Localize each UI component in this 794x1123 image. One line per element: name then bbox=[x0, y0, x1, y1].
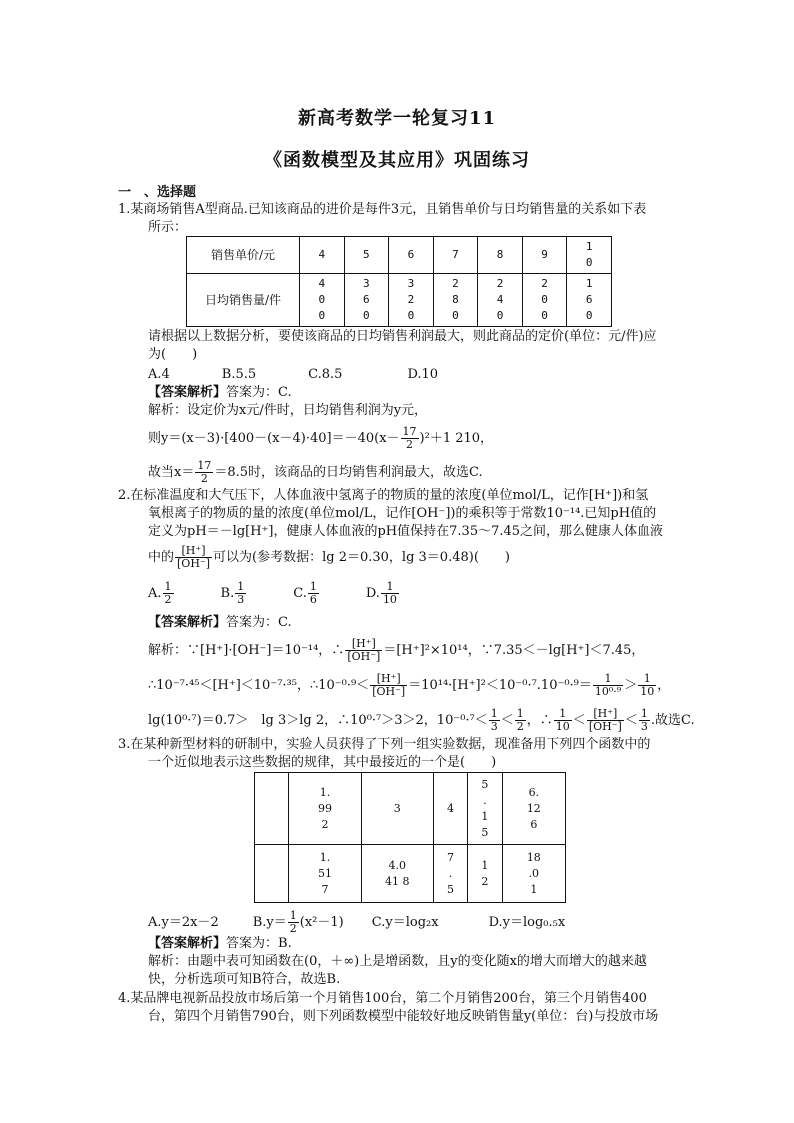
q1-table bbox=[186, 236, 612, 327]
numerator: 1 bbox=[381, 581, 399, 594]
q1-sales-cell: 3 2 0 bbox=[389, 274, 434, 327]
fraction bbox=[593, 673, 623, 698]
q3-solution1: 解析：由题中表可知函数在(0，＋∞)上是增函数，且y的变化随x的增大而增大的越来越 bbox=[148, 954, 647, 969]
q2-l4-text: 中的 bbox=[148, 550, 175, 565]
denominator: [OH⁻] bbox=[347, 650, 381, 663]
q3-options bbox=[148, 910, 565, 935]
option-d: D.y＝log₀.₅x bbox=[488, 915, 566, 930]
fraction bbox=[195, 460, 213, 485]
fraction bbox=[345, 638, 382, 663]
q1-sales-cell: 1 6 0 bbox=[567, 274, 612, 327]
q2-answer bbox=[148, 614, 292, 632]
numerator: 1 bbox=[554, 708, 572, 721]
q1-solution2 bbox=[148, 426, 493, 451]
q1-price-cell: 9 bbox=[522, 237, 567, 274]
option-b: B. bbox=[220, 586, 235, 601]
denominator: 10 bbox=[555, 720, 570, 733]
denominator: 2 bbox=[164, 593, 172, 606]
numerator: 1 bbox=[640, 707, 648, 720]
option-c: C.y＝log₂x bbox=[371, 915, 439, 930]
fraction bbox=[515, 708, 526, 733]
numerator: 1 bbox=[164, 580, 172, 593]
document-title: 新高考数学一轮复习11 bbox=[297, 108, 497, 129]
denominator: 2 bbox=[200, 472, 208, 485]
q1-solution3 bbox=[148, 460, 483, 485]
numerator: 17 bbox=[402, 425, 417, 438]
q1-options: A.4 B.5.5 C.8.5 D.10 bbox=[148, 367, 439, 382]
q3-y-cell: 1. 51 7 bbox=[289, 845, 361, 903]
fraction bbox=[370, 673, 407, 698]
numerator: 1 bbox=[490, 707, 498, 720]
q2-line2: 氧根离子的物质的量的浓度(单位mol/L，记作[OH⁻])的乘积等于常数10⁻¹⁴.已知pH值的 bbox=[148, 506, 657, 521]
q2-solution1 bbox=[148, 638, 644, 663]
numerator: 1 bbox=[309, 580, 317, 593]
q3-y-cell: 4.0 41 8 bbox=[361, 845, 433, 903]
q2-solution3 bbox=[148, 708, 695, 733]
q1-line1: 1.某商场销售A型商品.已知该商品的进价是每件3元，且销售单价与日均销售量的关系如下表 bbox=[118, 202, 647, 217]
denominator: 10⁰·⁹ bbox=[594, 685, 622, 698]
fraction bbox=[587, 708, 624, 733]
q4-line2: 台，第四个月销售790台，则下列函数模型中能较好地反映销售量y(单位：台)与投放市场 bbox=[148, 1009, 659, 1024]
numerator: 1 bbox=[516, 707, 524, 720]
q1-sol2-tail: )²＋1 210， bbox=[419, 431, 494, 446]
q1-sales-cell: 2 0 0 bbox=[522, 274, 567, 327]
q3-y-cell: 7 . 5 bbox=[433, 845, 467, 903]
q2-s3-therefore: ，∴ bbox=[526, 713, 553, 728]
q3-x-cell: 3 bbox=[361, 773, 433, 845]
q1-sales-cell: 3 6 0 bbox=[344, 274, 389, 327]
q3-line2: 一个近似地表示这些数据的规律，其中最接近的一个是( ) bbox=[148, 755, 497, 770]
numerator: 1 bbox=[237, 580, 245, 593]
q1-line4: 为( ) bbox=[148, 347, 198, 362]
q1-sol3-text: 故当x＝ bbox=[148, 465, 195, 480]
fraction bbox=[638, 673, 656, 698]
q1-sales-cell: 2 4 0 bbox=[478, 274, 523, 327]
denominator: [OH⁻] bbox=[372, 685, 406, 698]
option-b-tail: (x²－1) bbox=[299, 915, 344, 930]
denominator: 3 bbox=[237, 593, 245, 606]
q3-table bbox=[254, 772, 566, 903]
denominator: 2 bbox=[516, 720, 524, 733]
q2-options bbox=[148, 581, 400, 606]
q2-s1-text: 解析：∵[H⁺]·[OH⁻]＝10⁻¹⁴，∴ bbox=[148, 643, 345, 658]
denominator: 2 bbox=[406, 438, 414, 451]
option-c: C. bbox=[293, 586, 307, 601]
q2-s3-lt: ＜ bbox=[500, 713, 514, 728]
option-d: D. bbox=[365, 586, 380, 601]
denominator: 2 bbox=[289, 922, 297, 935]
q2-line1: 2.在标准温度和大气压下，人体血液中氢离子的物质的量的浓度(单位mol/L，记作[H⁺])和氢 bbox=[118, 488, 649, 503]
q1-price-cell: 1 0 bbox=[567, 237, 612, 274]
fraction bbox=[381, 581, 399, 606]
numerator: [H⁺] bbox=[370, 673, 407, 686]
fraction bbox=[288, 910, 299, 935]
answer-text: 答案为：B. bbox=[226, 936, 292, 951]
option-a: A.y＝2x－2 bbox=[148, 915, 219, 930]
fraction bbox=[401, 426, 419, 451]
q2-s3-end: .故选C. bbox=[650, 713, 695, 728]
q1-sol2-text: 则y＝(x－3)·[400－(x－4)·40]＝－40(x－ bbox=[148, 431, 400, 446]
denominator: 3 bbox=[640, 720, 648, 733]
denominator: [OH⁻] bbox=[177, 557, 211, 570]
denominator: 10 bbox=[382, 593, 397, 606]
q1-line3: 请根据以上数据分析，要使该商品的日均销售利润最大，则此商品的定价(单位：元/件)应 bbox=[148, 329, 657, 344]
answer-tag: 【答案解析】 bbox=[148, 936, 227, 951]
q3-row-label-cell bbox=[255, 845, 289, 903]
fraction bbox=[163, 581, 174, 606]
option-b: B.y＝ bbox=[252, 915, 287, 930]
document-subtitle: 《函数模型及其应用》巩固练习 bbox=[264, 150, 530, 171]
q2-s3-text: lg(10⁰·⁷)＝0.7＞ lg 3＞lg 2，∴10⁰·⁷＞3＞2，10⁻⁰·⁷＜ bbox=[148, 713, 488, 728]
q1-sales-cell: 2 8 0 bbox=[433, 274, 478, 327]
fraction bbox=[175, 545, 212, 570]
q3-answer bbox=[148, 935, 292, 953]
q3-line1: 3.在某种新型材料的研制中，实验人员获得了下列一组实验数据，现准备用下列四个函数中的 bbox=[118, 737, 651, 752]
q3-x-cell: 4 bbox=[433, 773, 467, 845]
q2-s3-lt3: ＜ bbox=[624, 713, 638, 728]
q2-s2-text: ∴10⁻⁷·⁴⁵＜[H⁺]＜10⁻⁷·³⁵，∴10⁻⁰·⁹＜ bbox=[148, 678, 370, 693]
numerator: 1 bbox=[593, 673, 623, 686]
numerator: [H⁺] bbox=[175, 545, 212, 558]
q2-s2-mid: ＝10¹⁴·[H⁺]²＜10⁻⁰·⁷.10⁻⁰·⁹＝ bbox=[408, 678, 592, 693]
fraction bbox=[235, 581, 246, 606]
q1-price-cell: 5 bbox=[344, 237, 389, 274]
q3-x-cell: 1. 99 2 bbox=[289, 773, 361, 845]
q3-x-cell: 6. 12 6 bbox=[502, 773, 565, 845]
q1-price-cell: 7 bbox=[433, 237, 478, 274]
denominator: 6 bbox=[309, 593, 317, 606]
answer-tag: 【答案解析】 bbox=[148, 615, 227, 630]
q2-s2-end: ， bbox=[657, 678, 671, 693]
answer-tag: 【答案解析】 bbox=[148, 385, 227, 400]
q1-answer bbox=[148, 384, 292, 402]
q2-l4-tail: 可以为(参考数据：lg 2＝0.30，lg 3＝0.48)( ) bbox=[213, 550, 510, 565]
denominator: [OH⁻] bbox=[588, 720, 622, 733]
q1-table-head-price: 销售单价/元 bbox=[187, 237, 300, 274]
section-heading: 一 、选择题 bbox=[118, 185, 197, 200]
q1-price-cell: 4 bbox=[300, 237, 345, 274]
numerator: [H⁺] bbox=[587, 708, 624, 721]
q3-x-cell: 5 . 1 5 bbox=[468, 773, 502, 845]
q1-line2: 所示： bbox=[148, 220, 188, 235]
numerator: 17 bbox=[197, 459, 212, 472]
q2-s2-gt: ＞ bbox=[624, 678, 638, 693]
numerator: 1 bbox=[289, 909, 297, 922]
answer-text: 答案为：C. bbox=[226, 385, 292, 400]
q2-line3: 定义为pH＝－lg[H⁺]，健康人体血液的pH值保持在7.35～7.45之间，那么健康人体血液 bbox=[148, 524, 664, 539]
q3-y-cell: 18 .0 1 bbox=[502, 845, 565, 903]
option-a: A. bbox=[148, 586, 162, 601]
q1-sol3-tail: ＝8.5时，该商品的日均销售利润最大，故选C. bbox=[214, 465, 483, 480]
q1-solution1: 解析：设定价为x元/件时，日均销售利润为y元， bbox=[148, 403, 428, 418]
fraction bbox=[639, 708, 650, 733]
q1-table-head-sales: 日均销售量/件 bbox=[187, 274, 300, 327]
q3-row-label-cell bbox=[255, 773, 289, 845]
fraction bbox=[489, 708, 500, 733]
denominator: 3 bbox=[490, 720, 498, 733]
q4-line1: 4.某品牌电视新品投放市场后第一个月销售100台，第二个月销售200台，第三个月销售400 bbox=[118, 991, 647, 1006]
numerator: 1 bbox=[638, 673, 656, 686]
q3-solution2: 快，分析选项可知B符合，故选B. bbox=[148, 972, 341, 987]
denominator: 10 bbox=[640, 685, 655, 698]
fraction bbox=[308, 581, 319, 606]
q1-price-cell: 6 bbox=[389, 237, 434, 274]
numerator: [H⁺] bbox=[345, 638, 382, 651]
answer-text: 答案为：C. bbox=[226, 615, 292, 630]
q2-s3-lt2: ＜ bbox=[572, 713, 586, 728]
fraction bbox=[554, 708, 572, 733]
q1-price-cell: 8 bbox=[478, 237, 523, 274]
q1-sales-cell: 4 0 0 bbox=[300, 274, 345, 327]
q2-s1-tail: ＝[H⁺]²×10¹⁴，∵7.35＜－lg[H⁺]＜7.45， bbox=[383, 643, 645, 658]
q2-solution2 bbox=[148, 673, 670, 698]
q2-line4 bbox=[148, 545, 510, 570]
q3-y-cell: 1 2 bbox=[468, 845, 502, 903]
